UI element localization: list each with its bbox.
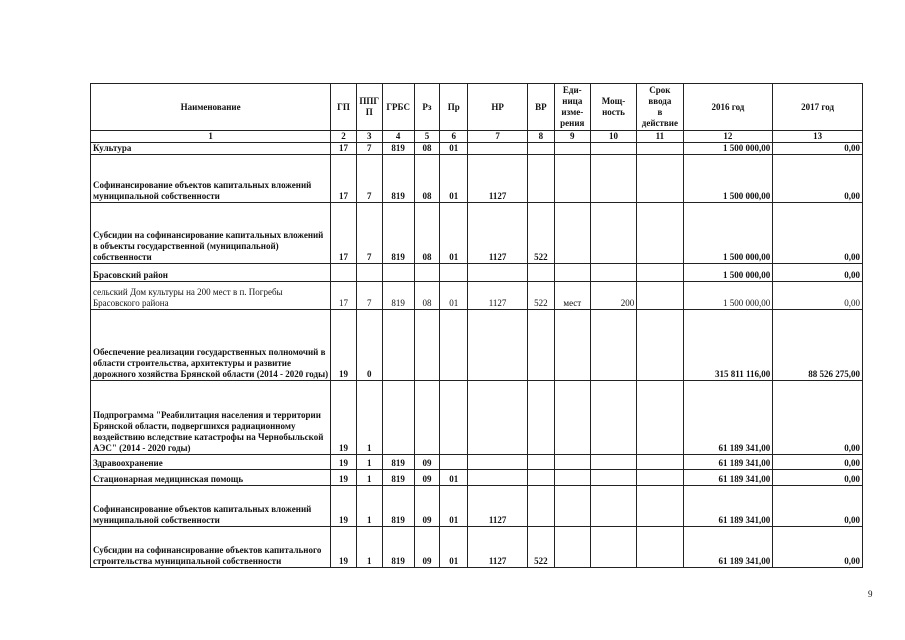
- cell-gp: 17: [331, 143, 357, 155]
- cell-start: [637, 264, 683, 282]
- cell-ppgp: 1: [356, 381, 382, 455]
- cell-rz: 08: [414, 282, 440, 310]
- cell-cap: [590, 203, 636, 264]
- budget-table: [90, 83, 863, 568]
- cell-nr: 1127: [468, 486, 528, 527]
- cell-unit: [554, 527, 590, 568]
- cell-pr: [440, 381, 468, 455]
- cell-gp: 17: [331, 155, 357, 203]
- cell-nr: [468, 143, 528, 155]
- cell-y2016: 61 189 341,00: [683, 381, 773, 455]
- cell-pr: 01: [440, 203, 468, 264]
- cell-nr: 1127: [468, 282, 528, 310]
- cell-name: Подпрограмма "Реабилитация населения и территории Брянской области, подвергшихся радиационному воздействию вследствие катастрофы на Чернобыльской АЭС" (2014 - 2020 годы): [91, 381, 331, 455]
- cell-vr: [527, 381, 554, 455]
- cell-rz: [414, 310, 440, 381]
- cell-ppgp: 7: [356, 203, 382, 264]
- cell-gp: 19: [331, 310, 357, 381]
- header-vr: ВР: [527, 84, 554, 131]
- cell-nr: [468, 455, 528, 470]
- header-rz: Рз: [414, 84, 440, 131]
- cell-y2016: 61 189 341,00: [683, 470, 773, 486]
- cell-nr: 1127: [468, 155, 528, 203]
- cell-y2016: 61 189 341,00: [683, 455, 773, 470]
- cell-ppgp: 7: [356, 155, 382, 203]
- cell-pr: 01: [440, 155, 468, 203]
- cell-gp: 17: [331, 282, 357, 310]
- table-row: [91, 470, 863, 486]
- column-numbers-row: [91, 131, 863, 143]
- header-nr: НР: [468, 84, 528, 131]
- cell-start: [637, 527, 683, 568]
- cell-name: сельский Дом культуры на 200 мест в п. Погребы Брасовского района: [91, 282, 331, 310]
- table-row: [91, 203, 863, 264]
- cell-nr: 1127: [468, 527, 528, 568]
- cell-pr: 01: [440, 470, 468, 486]
- table-row: [91, 455, 863, 470]
- table-row: [91, 486, 863, 527]
- col-number: 2: [331, 131, 357, 143]
- cell-vr: [527, 264, 554, 282]
- header-2016: 2016 год: [683, 84, 773, 131]
- cell-vr: [527, 455, 554, 470]
- cell-vr: [527, 486, 554, 527]
- cell-nr: [468, 381, 528, 455]
- table-row: [91, 155, 863, 203]
- cell-ppgp: 7: [356, 143, 382, 155]
- cell-cap: [590, 143, 636, 155]
- table-row: [91, 527, 863, 568]
- header-grbs: ГРБС: [382, 84, 414, 131]
- cell-y2016: 1 500 000,00: [683, 264, 773, 282]
- cell-name: Субсидии на софинансирование капитальных вложений в объекты государственной (муниципальной) собственности: [91, 203, 331, 264]
- cell-grbs: 819: [382, 143, 414, 155]
- cell-vr: 522: [527, 282, 554, 310]
- cell-name: Брасовский район: [91, 264, 331, 282]
- table-row: [91, 264, 863, 282]
- cell-y2017: 88 526 275,00: [773, 310, 863, 381]
- cell-unit: [554, 203, 590, 264]
- cell-cap: [590, 155, 636, 203]
- col-number: 8: [527, 131, 554, 143]
- col-number: 5: [414, 131, 440, 143]
- col-number: 1: [91, 131, 331, 143]
- cell-start: [637, 155, 683, 203]
- table-row: [91, 282, 863, 310]
- cell-gp: 19: [331, 470, 357, 486]
- cell-start: [637, 143, 683, 155]
- header-ppgp: ППГ П: [356, 84, 382, 131]
- cell-cap: [590, 527, 636, 568]
- cell-pr: [440, 310, 468, 381]
- cell-gp: 19: [331, 381, 357, 455]
- col-number: 4: [382, 131, 414, 143]
- cell-grbs: 819: [382, 203, 414, 264]
- cell-unit: [554, 381, 590, 455]
- cell-grbs: 819: [382, 455, 414, 470]
- col-number: 11: [637, 131, 683, 143]
- col-number: 3: [356, 131, 382, 143]
- cell-name: Обеспечение реализации государственных полномочий в области строительства, архитектуры и развитие дорожного хозяйства Брянской области (2014 - 2020 годы): [91, 310, 331, 381]
- table-row: [91, 310, 863, 381]
- cell-grbs: [382, 381, 414, 455]
- cell-start: [637, 455, 683, 470]
- cell-rz: 09: [414, 455, 440, 470]
- cell-name: Софинансирование объектов капитальных вложений муниципальной собственности: [91, 486, 331, 527]
- cell-cap: [590, 470, 636, 486]
- cell-y2016: 61 189 341,00: [683, 486, 773, 527]
- cell-y2017: 0,00: [773, 381, 863, 455]
- cell-rz: 09: [414, 486, 440, 527]
- cell-ppgp: 1: [356, 486, 382, 527]
- col-number: 9: [554, 131, 590, 143]
- table-row: [91, 381, 863, 455]
- cell-cap: [590, 264, 636, 282]
- cell-rz: 08: [414, 155, 440, 203]
- header-unit: Еди- ница изме- рения: [554, 84, 590, 131]
- col-number: 6: [440, 131, 468, 143]
- cell-y2017: 0,00: [773, 455, 863, 470]
- header-name: Наименование: [91, 84, 331, 131]
- cell-cap: [590, 455, 636, 470]
- cell-nr: [468, 470, 528, 486]
- cell-start: [637, 470, 683, 486]
- cell-nr: [468, 264, 528, 282]
- cell-unit: [554, 155, 590, 203]
- cell-y2016: 61 189 341,00: [683, 527, 773, 568]
- cell-ppgp: [356, 264, 382, 282]
- cell-unit: [554, 264, 590, 282]
- col-number: 12: [683, 131, 773, 143]
- cell-pr: 01: [440, 282, 468, 310]
- cell-unit: [554, 310, 590, 381]
- cell-vr: 522: [527, 203, 554, 264]
- cell-grbs: 819: [382, 486, 414, 527]
- cell-y2016: 1 500 000,00: [683, 143, 773, 155]
- cell-vr: [527, 470, 554, 486]
- cell-gp: 19: [331, 486, 357, 527]
- cell-unit: [554, 470, 590, 486]
- cell-rz: [414, 381, 440, 455]
- cell-pr: [440, 455, 468, 470]
- cell-start: [637, 310, 683, 381]
- cell-cap: [590, 486, 636, 527]
- header-row: [91, 84, 863, 131]
- cell-nr: [468, 310, 528, 381]
- cell-pr: 01: [440, 527, 468, 568]
- cell-gp: 19: [331, 455, 357, 470]
- cell-y2017: 0,00: [773, 527, 863, 568]
- cell-vr: [527, 310, 554, 381]
- cell-vr: [527, 143, 554, 155]
- cell-y2017: 0,00: [773, 470, 863, 486]
- cell-gp: 19: [331, 527, 357, 568]
- cell-name: Субсидии на софинансирование объектов капитального строительства муниципальной собственности: [91, 527, 331, 568]
- cell-rz: [414, 264, 440, 282]
- cell-unit: [554, 143, 590, 155]
- cell-gp: 17: [331, 203, 357, 264]
- cell-ppgp: 0: [356, 310, 382, 381]
- cell-pr: 01: [440, 486, 468, 527]
- cell-cap: [590, 310, 636, 381]
- col-number: 10: [590, 131, 636, 143]
- cell-ppgp: 7: [356, 282, 382, 310]
- header-pr: Пр: [440, 84, 468, 131]
- cell-ppgp: 1: [356, 455, 382, 470]
- cell-grbs: 819: [382, 527, 414, 568]
- cell-start: [637, 486, 683, 527]
- cell-name: Культура: [91, 143, 331, 155]
- cell-pr: [440, 264, 468, 282]
- cell-grbs: 819: [382, 282, 414, 310]
- cell-start: [637, 381, 683, 455]
- cell-unit: мест: [554, 282, 590, 310]
- col-number: 13: [773, 131, 863, 143]
- cell-y2017: 0,00: [773, 282, 863, 310]
- cell-grbs: [382, 310, 414, 381]
- cell-rz: 09: [414, 470, 440, 486]
- cell-start: [637, 203, 683, 264]
- header-start: Срок ввода в действие: [637, 84, 683, 131]
- cell-name: Стационарная медицинская помощь: [91, 470, 331, 486]
- col-number: 7: [468, 131, 528, 143]
- cell-ppgp: 1: [356, 470, 382, 486]
- cell-unit: [554, 486, 590, 527]
- cell-nr: 1127: [468, 203, 528, 264]
- cell-ppgp: 1: [356, 527, 382, 568]
- cell-name: Здравоохранение: [91, 455, 331, 470]
- cell-rz: 08: [414, 143, 440, 155]
- table-row: [91, 143, 863, 155]
- cell-grbs: 819: [382, 155, 414, 203]
- cell-y2016: 1 500 000,00: [683, 282, 773, 310]
- cell-y2017: 0,00: [773, 486, 863, 527]
- cell-y2016: 1 500 000,00: [683, 203, 773, 264]
- cell-unit: [554, 455, 590, 470]
- cell-cap: [590, 381, 636, 455]
- page-number: 9: [868, 589, 873, 599]
- cell-rz: 09: [414, 527, 440, 568]
- cell-vr: 522: [527, 527, 554, 568]
- cell-pr: 01: [440, 143, 468, 155]
- cell-start: [637, 282, 683, 310]
- cell-y2016: 315 811 116,00: [683, 310, 773, 381]
- cell-y2017: 0,00: [773, 155, 863, 203]
- cell-cap: 200: [590, 282, 636, 310]
- cell-name: Софинансирование объектов капитальных вложений муниципальной собственности: [91, 155, 331, 203]
- cell-grbs: [382, 264, 414, 282]
- cell-rz: 08: [414, 203, 440, 264]
- cell-grbs: 819: [382, 470, 414, 486]
- cell-vr: [527, 155, 554, 203]
- cell-y2016: 1 500 000,00: [683, 155, 773, 203]
- cell-gp: [331, 264, 357, 282]
- header-2017: 2017 год: [773, 84, 863, 131]
- header-gp: ГП: [331, 84, 357, 131]
- cell-y2017: 0,00: [773, 264, 863, 282]
- cell-y2017: 0,00: [773, 203, 863, 264]
- header-capacity: Мощ- ность: [590, 84, 636, 131]
- cell-y2017: 0,00: [773, 143, 863, 155]
